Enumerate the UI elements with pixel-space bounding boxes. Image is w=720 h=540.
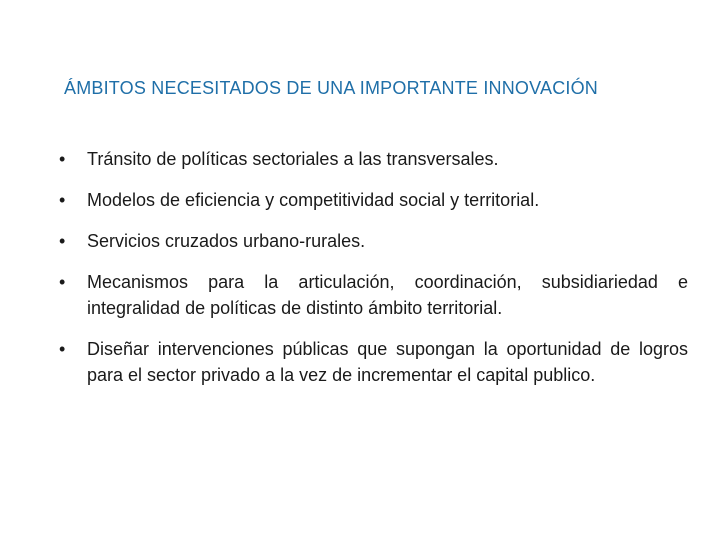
bullet-text: Tránsito de políticas sectoriales a las transversales.: [87, 149, 499, 169]
bullet-item: [56, 187, 688, 213]
bullet-item: [56, 228, 688, 254]
bullet-item: [56, 336, 688, 388]
bullet-icon: •: [59, 272, 66, 292]
bullet-item: [56, 269, 688, 321]
bullet-text: Modelos de eficiencia y competitividad social y territorial.: [87, 190, 540, 210]
bullet-text: Servicios cruzados urbano-rurales.: [87, 231, 366, 251]
bullet-text: Mecanismos para la articulación, coordinación, subsidiariedad e integralidad de políticas de distinto ámbito territorial.: [87, 272, 688, 318]
bullet-icon: •: [59, 231, 66, 251]
bullet-text: Diseñar intervenciones públicas que supongan la oportunidad de logros para el sector privado a la vez de incrementar el capital publico.: [87, 339, 688, 385]
bullet-icon: •: [59, 190, 66, 210]
bullet-icon: •: [59, 149, 66, 169]
bullet-item: [56, 146, 688, 172]
bullet-list: [56, 146, 688, 403]
bullet-icon: •: [59, 339, 66, 359]
slide-title: ÁMBITOS NECESITADOS DE UNA IMPORTANTE INNOVACIÓN: [64, 78, 599, 98]
